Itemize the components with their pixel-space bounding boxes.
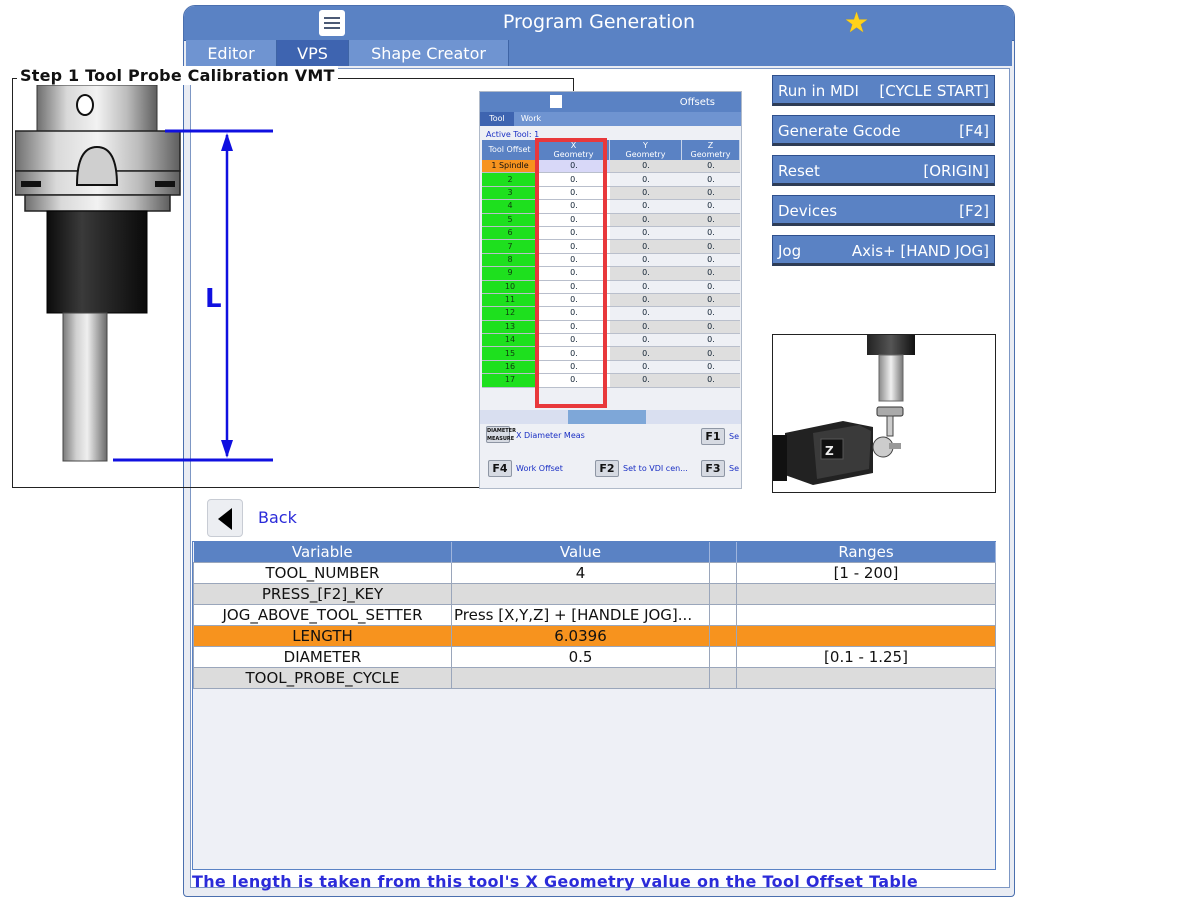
offset-y-cell: 0. <box>610 307 682 320</box>
offset-row <box>482 173 740 186</box>
offsets-screenshot <box>479 91 742 489</box>
active-tool-value: 1 <box>534 130 540 139</box>
offset-z-cell: 0. <box>682 347 740 360</box>
generate-gcode-button[interactable] <box>772 115 995 146</box>
offset-row <box>482 200 740 213</box>
jog-label: Jog <box>778 242 802 260</box>
reset-label: Reset <box>778 162 820 180</box>
offsets-tab-tool: Tool <box>480 112 514 126</box>
offset-z-cell: 0. <box>682 334 740 347</box>
variable-value[interactable]: 0.5 <box>452 647 710 668</box>
star-icon[interactable]: ★ <box>844 6 870 39</box>
hint-text: The length is taken from this tool's X Geometry value on the Tool Offset Table <box>192 872 919 891</box>
offset-x-cell: 0. <box>538 173 610 186</box>
offset-x-cell: 0. <box>538 360 610 373</box>
variable-spacer <box>710 668 737 689</box>
offset-row <box>482 226 740 239</box>
offset-x-cell: 0. <box>538 347 610 360</box>
offsets-scrollbar <box>480 410 741 424</box>
jog-button[interactable] <box>772 235 995 266</box>
variable-range <box>737 668 996 689</box>
offset-tool-cell: 14 <box>482 334 538 347</box>
offset-y-cell: 0. <box>610 200 682 213</box>
offset-tool-cell: 2 <box>482 173 538 186</box>
offset-tool-cell: 11 <box>482 293 538 306</box>
reset-key: [ORIGIN] <box>923 162 989 180</box>
variable-range <box>737 626 996 647</box>
variable-value[interactable]: Press [X,Y,Z] + [HANDLE JOG]... <box>452 605 710 626</box>
offset-z-cell: 0. <box>682 307 740 320</box>
variable-row[interactable] <box>194 584 996 605</box>
offset-z-cell: 0. <box>682 293 740 306</box>
offset-y-cell: 0. <box>610 334 682 347</box>
offset-tool-cell: 8 <box>482 253 538 266</box>
offset-row <box>482 307 740 320</box>
offset-z-cell: 0. <box>682 160 740 173</box>
offset-tool-cell: 9 <box>482 267 538 280</box>
offset-z-cell: 0. <box>682 320 740 333</box>
f2-label: Set to VDI cen... <box>623 464 688 473</box>
offsets-title-bar <box>480 92 741 112</box>
offset-row <box>482 160 740 173</box>
offset-row <box>482 186 740 199</box>
offset-y-cell: 0. <box>610 280 682 293</box>
offset-x-cell: 0. <box>538 374 610 387</box>
offset-row <box>482 320 740 333</box>
devices-button[interactable] <box>772 195 995 226</box>
offset-z-cell: 0. <box>682 374 740 387</box>
variable-row[interactable] <box>194 647 996 668</box>
offset-z-cell: 0. <box>682 186 740 199</box>
title-bar <box>184 6 1014 41</box>
back-button[interactable] <box>207 499 243 537</box>
f3-label: Se <box>729 464 739 473</box>
offset-row <box>482 213 740 226</box>
offset-y-cell: 0. <box>610 293 682 306</box>
step-title: Step 1 Tool Probe Calibration VMT <box>17 66 338 85</box>
offset-x-cell: 0. <box>538 280 610 293</box>
offset-y-cell: 0. <box>610 347 682 360</box>
offset-tool-cell: 16 <box>482 360 538 373</box>
offset-row <box>482 374 740 387</box>
variable-row[interactable] <box>194 626 996 647</box>
variable-range <box>737 605 996 626</box>
f1-label: Se <box>729 432 739 441</box>
run-in-mdi-key: [CYCLE START] <box>879 82 989 100</box>
variable-row[interactable] <box>194 668 996 689</box>
offset-row <box>482 360 740 373</box>
window-title: Program Generation <box>502 11 696 33</box>
tool-holder-diagram <box>15 85 295 483</box>
offset-tool-cell: 12 <box>482 307 538 320</box>
offset-tool-cell: 10 <box>482 280 538 293</box>
generate-gcode-key: [F4] <box>959 122 989 140</box>
offset-row <box>482 293 740 306</box>
col-y-geometry: Y Geometry <box>610 140 682 160</box>
offset-z-cell: 0. <box>682 213 740 226</box>
col-tool-offset: Tool Offset <box>482 140 538 160</box>
offset-y-cell: 0. <box>610 320 682 333</box>
jog-key: Axis+ [HAND JOG] <box>851 242 989 260</box>
offset-x-cell: 0. <box>538 200 610 213</box>
offset-y-cell: 0. <box>610 213 682 226</box>
offset-z-cell: 0. <box>682 360 740 373</box>
variable-spacer <box>710 626 737 647</box>
offset-z-cell: 0. <box>682 226 740 239</box>
active-tool-label: Active Tool: <box>486 130 532 139</box>
variable-range <box>737 584 996 605</box>
svg-text:Z: Z <box>825 444 834 458</box>
offset-x-cell: 0. <box>538 267 610 280</box>
offset-y-cell: 0. <box>610 186 682 199</box>
offset-y-cell: 0. <box>610 374 682 387</box>
offsets-header <box>482 140 740 160</box>
variable-name: TOOL_PROBE_CYCLE <box>194 668 452 689</box>
tool-setter-illustration <box>772 334 996 493</box>
variable-name: LENGTH <box>194 626 452 647</box>
run-in-mdi-label: Run in MDI <box>778 82 859 100</box>
offsets-tabs <box>480 112 741 126</box>
offset-x-cell: 0. <box>538 307 610 320</box>
header-variable: Variable <box>194 542 452 563</box>
menu-icon <box>550 95 562 108</box>
offsets-tab-work: Work <box>520 114 542 123</box>
offset-x-cell: 0. <box>538 240 610 253</box>
x-geometry-highlight <box>535 138 607 408</box>
offset-y-cell: 0. <box>610 267 682 280</box>
devices-label: Devices <box>778 202 838 220</box>
offset-tool-cell: 1 Spindle <box>482 160 538 173</box>
offset-x-cell: 0. <box>538 293 610 306</box>
variable-value[interactable] <box>452 584 710 605</box>
variable-value[interactable]: 6.0396 <box>452 626 710 647</box>
offsets-title: Offsets <box>679 97 715 108</box>
variable-row[interactable] <box>194 605 996 626</box>
variable-range: [0.1 - 1.25] <box>737 647 996 668</box>
variable-value[interactable] <box>452 668 710 689</box>
tab-shape-creator[interactable]: Shape Creator <box>349 40 509 66</box>
f2-key: F2 <box>595 460 619 477</box>
back-label[interactable]: Back <box>258 508 297 527</box>
generate-gcode-label: Generate Gcode <box>778 122 901 140</box>
variable-row[interactable] <box>194 563 996 584</box>
offset-y-cell: 0. <box>610 240 682 253</box>
variables-table <box>193 542 996 689</box>
offset-row <box>482 253 740 266</box>
offset-tool-cell: 3 <box>482 186 538 199</box>
offset-tool-cell: 6 <box>482 226 538 239</box>
offset-x-cell: 0. <box>538 226 610 239</box>
offset-z-cell: 0. <box>682 200 740 213</box>
offset-tool-cell: 7 <box>482 240 538 253</box>
length-dimension-label: L <box>205 284 222 314</box>
offset-x-cell: 0. <box>538 320 610 333</box>
offset-tool-cell: 17 <box>482 374 538 387</box>
offset-y-cell: 0. <box>610 226 682 239</box>
offset-row <box>482 334 740 347</box>
offset-tool-cell: 5 <box>482 213 538 226</box>
offset-y-cell: 0. <box>610 253 682 266</box>
offset-row <box>482 267 740 280</box>
tab-vps[interactable]: VPS <box>277 40 349 66</box>
variable-name: DIAMETER <box>194 647 452 668</box>
offset-y-cell: 0. <box>610 173 682 186</box>
offset-tool-cell: 13 <box>482 320 538 333</box>
variable-name: JOG_ABOVE_TOOL_SETTER <box>194 605 452 626</box>
tab-bar <box>186 40 1012 66</box>
col-x-geometry: X Geometry <box>538 140 610 160</box>
offset-tool-cell: 15 <box>482 347 538 360</box>
offset-row <box>482 280 740 293</box>
diameter-measure-key: DIAMETER MEASURE <box>487 428 516 442</box>
variables-table-container <box>192 541 996 870</box>
offset-x-cell: 0. <box>538 213 610 226</box>
offset-z-cell: 0. <box>682 253 740 266</box>
offset-z-cell: 0. <box>682 280 740 293</box>
variable-range: [1 - 200] <box>737 563 996 584</box>
run-in-mdi-button[interactable] <box>772 75 995 106</box>
variable-spacer <box>710 584 737 605</box>
header-value: Value <box>452 542 710 563</box>
col-z-geometry: Z Geometry <box>682 140 740 160</box>
offset-x-cell: 0. <box>538 253 610 266</box>
offset-y-cell: 0. <box>610 160 682 173</box>
reset-button[interactable] <box>772 155 995 186</box>
devices-key: [F2] <box>959 202 989 220</box>
offset-tool-cell: 4 <box>482 200 538 213</box>
diameter-measure-label: X Diameter Meas <box>516 431 585 440</box>
f4-key: F4 <box>488 460 512 477</box>
f1-key: F1 <box>701 428 725 445</box>
f4-label: Work Offset <box>516 464 563 473</box>
variable-value[interactable]: 4 <box>452 563 710 584</box>
offset-row <box>482 347 740 360</box>
variable-name: TOOL_NUMBER <box>194 563 452 584</box>
offset-z-cell: 0. <box>682 267 740 280</box>
offset-x-cell: 0. <box>538 186 610 199</box>
header-ranges: Ranges <box>737 542 996 563</box>
offset-row <box>482 240 740 253</box>
offset-z-cell: 0. <box>682 173 740 186</box>
header-blank <box>710 542 737 563</box>
f3-key: F3 <box>701 460 725 477</box>
offset-y-cell: 0. <box>610 360 682 373</box>
offset-x-cell: 0. <box>538 334 610 347</box>
active-tool <box>486 130 539 139</box>
offset-x-cell: 0. <box>538 160 610 173</box>
variable-spacer <box>710 563 737 584</box>
back-arrow-icon <box>218 508 232 530</box>
offset-z-cell: 0. <box>682 240 740 253</box>
offsets-table <box>482 160 740 388</box>
tab-editor[interactable]: Editor <box>186 40 277 66</box>
variable-spacer <box>710 647 737 668</box>
variable-name: PRESS_[F2]_KEY <box>194 584 452 605</box>
variable-spacer <box>710 605 737 626</box>
